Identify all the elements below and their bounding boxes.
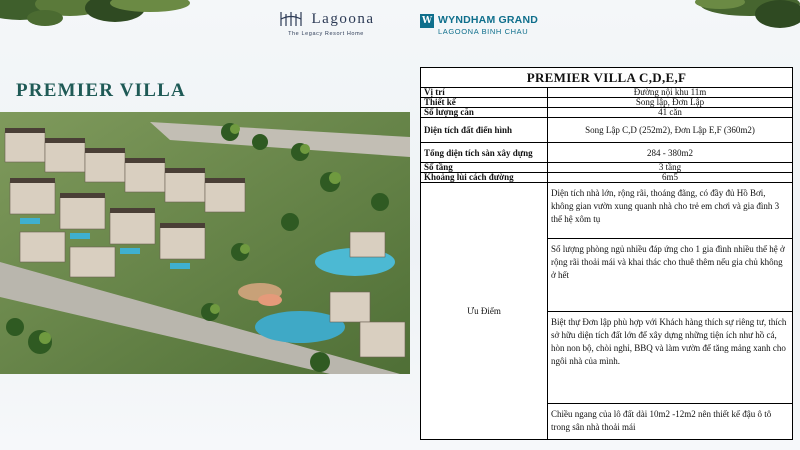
- advantages-label: Ưu Điểm: [421, 183, 548, 440]
- row-label-unit-count: Số lượng căn: [421, 108, 548, 118]
- wyndham-brand-name: WYNDHAM GRAND: [438, 14, 539, 26]
- wyndham-location: LAGOONA BINH CHAU: [438, 27, 529, 36]
- foliage-decoration-left: [0, 0, 200, 36]
- row-label-floor-area: Tổng diện tích sàn xây dựng: [421, 143, 548, 163]
- advantage-item: Chiều ngang của lô đất dài 10m2 -12m2 nên thiết kế đậu ô tô trong sân nhà thoải mái: [548, 404, 793, 440]
- villa-aerial-render-image: [0, 112, 410, 374]
- table-row: [421, 143, 793, 163]
- foliage-decoration-right: [670, 0, 800, 32]
- page-title: PREMIER VILLA: [16, 80, 186, 101]
- advantage-item: Số lượng phòng ngủ nhiều đáp ứng cho 1 gia đình nhiều thế hệ ở rộng rãi thoải mái và khai thác cho thuê thêm nếu gia chủ không ở hết: [548, 239, 793, 312]
- wyndham-grand-logo: [420, 14, 538, 36]
- row-value-floor-area: 284 - 380m2: [548, 143, 793, 163]
- row-value-land-area: Song Lập C,D (252m2), Đơn Lập E,F (360m2): [548, 118, 793, 143]
- table-row: [421, 183, 793, 239]
- table-row: [421, 163, 793, 173]
- row-value-unit-count: 41 căn: [548, 108, 793, 118]
- row-value-location: Đường nội khu 11m: [548, 88, 793, 98]
- table-row: [421, 173, 793, 183]
- villa-spec-table: [420, 67, 793, 440]
- table-row: [421, 118, 793, 143]
- row-value-design: Song lập, Đơn Lập: [548, 98, 793, 108]
- row-label-floors: Số tầng: [421, 163, 548, 173]
- row-label-setback: Khoảng lùi cách đường: [421, 173, 548, 183]
- advantage-item: Diện tích nhà lớn, rộng rãi, thoáng đãng, có đầy đủ Hồ Bơi, không gian vườn xung quanh nhà cho trẻ em chơi và gia đình 3 thế hệ xôm tụ: [548, 183, 793, 239]
- row-value-setback: 6m5: [548, 173, 793, 183]
- table-row: [421, 98, 793, 108]
- lagoona-logo: [266, 10, 386, 37]
- wyndham-mark-icon: W: [421, 16, 433, 26]
- lagoona-tagline: The Legacy Resort Home: [288, 31, 364, 37]
- row-label-design: Thiết kế: [421, 98, 548, 108]
- table-row: [421, 108, 793, 118]
- row-label-location: Vị trí: [421, 88, 548, 98]
- table-row: [421, 88, 793, 98]
- advantage-item: Biệt thự Đơn lập phù hợp với Khách hàng thích sự riêng tư, thích sở hữu diện tích đất lớn để xây dựng những tiện ích như hồ cá, hòn non bộ, chòi nghỉ, BBQ và làm vườn để tăng mảng xanh cho ngôi nhà của mình.: [548, 312, 793, 404]
- row-value-floors: 3 tầng: [548, 163, 793, 173]
- lagoona-brand-name: Lagoona: [311, 10, 375, 27]
- lagoona-mark-icon: [278, 10, 306, 28]
- spec-table-title: PREMIER VILLA C,D,E,F: [421, 68, 793, 88]
- row-label-land-area: Diện tích đất điển hình: [421, 118, 548, 143]
